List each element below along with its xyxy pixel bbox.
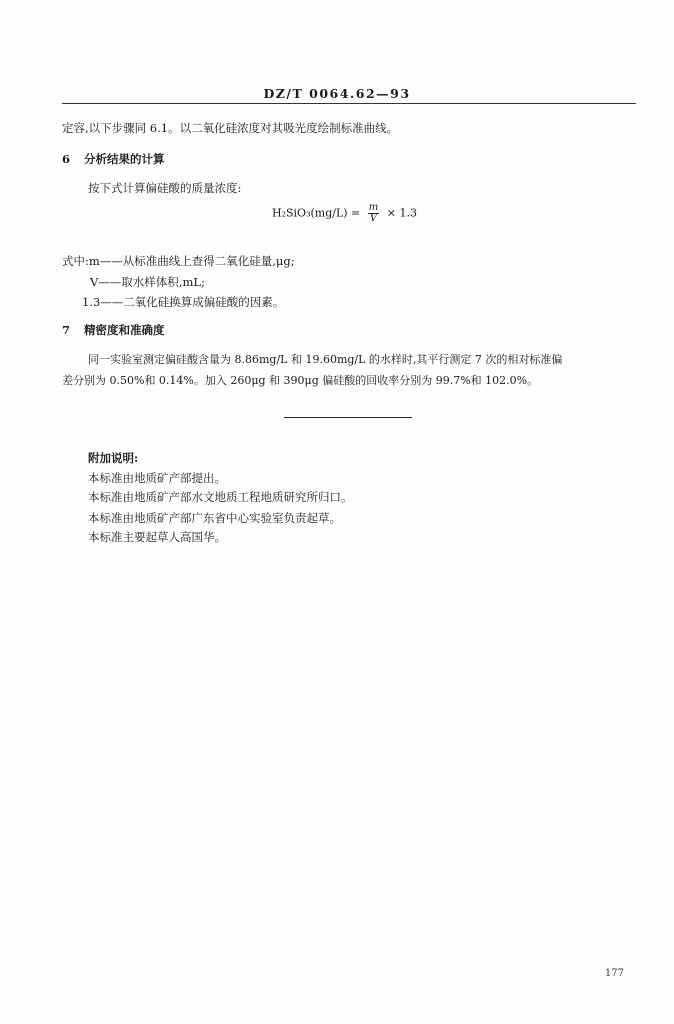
formula-fraction [368,203,379,224]
separator-rule [284,417,412,418]
formula-denominator: V [369,213,378,224]
formula-numerator: m [368,202,379,213]
section-number: 6 [62,152,71,166]
section-7-heading [62,322,165,338]
formula-rhs: × 1.3 [386,206,417,220]
appendix-title: 附加说明: [88,451,139,465]
section-title: 精密度和准确度 [84,323,165,337]
appendix-line: 本标准由地质矿产部水文地质工程地质研究所归口。 [88,490,353,504]
document-header-code: DZ/T 0064.62—93 [263,86,411,101]
section-title: 分析结果的计算 [84,152,165,166]
paragraph-calibration: 定容,以下步骤同 6.1。以二氧化硅浓度对其吸光度绘制标准曲线。 [62,121,399,135]
precision-paragraph-line: 同一实验室测定偏硅酸含量为 8.86mg/L 和 19.60mg/L 的水样时,其平行测定 7 次的相对标准偏 [88,353,563,366]
where-line: 1.3——二氧化硅换算成偏硅酸的因素。 [82,295,285,309]
header-rule [62,103,636,104]
appendix-line: 本标准由地质矿产部广东省中心实验室负责起草。 [88,511,341,525]
formula-lhs: H₂SiO₃(mg/L) = [272,206,361,220]
appendix-line: 本标准主要起草人高国华。 [88,530,226,544]
precision-paragraph-line: 差分别为 0.50%和 0.14%。加入 260μg 和 390μg 偏硅酸的回收率分别为 99.7%和 102.0%。 [62,374,539,387]
page-number: 177 [604,968,624,979]
section-6-heading [62,151,165,167]
calc-intro: 按下式计算偏硅酸的质量浓度: [88,181,242,195]
section-number: 7 [62,323,71,337]
appendix-line: 本标准由地质矿产部提出。 [88,471,226,485]
where-line: 式中:m——从标准曲线上查得二氧化硅量,μg; [62,254,295,268]
where-line: V——取水样体积,mL; [90,275,205,289]
formula [272,203,417,224]
